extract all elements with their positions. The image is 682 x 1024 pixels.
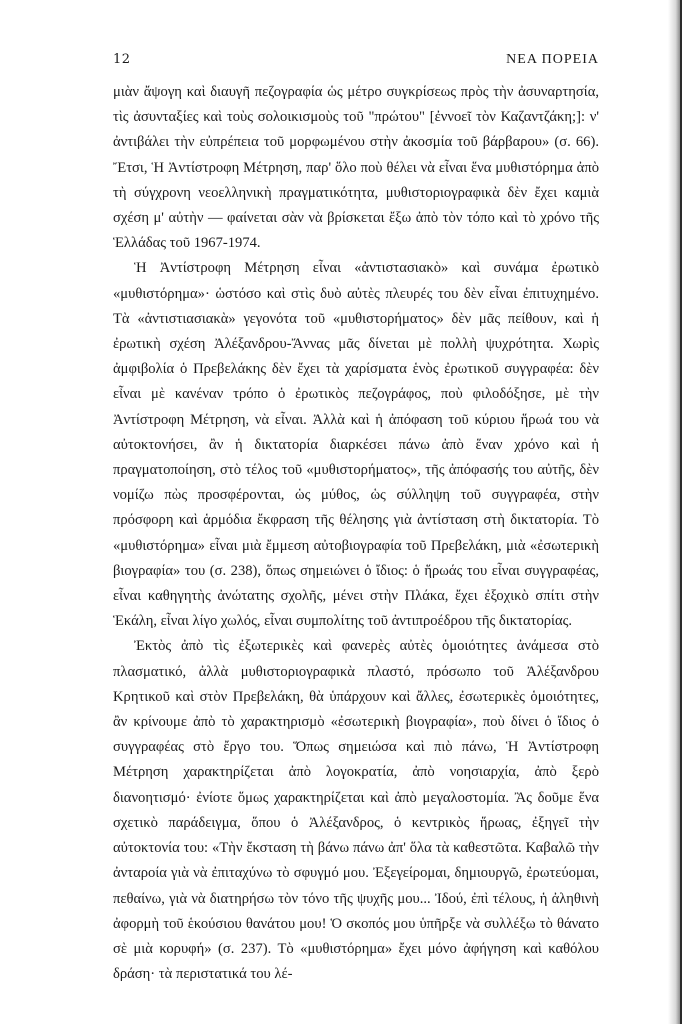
page-header [113,52,599,80]
paragraph-2: Ἡ Ἀντίστροφη Μέτρηση εἶναι «ἀντιστασιακὸ» καὶ συνάμα ἐρωτικὸ «μυθιστόρημα»· ὡστόσο καὶ στὶς δυὸ αὐτὲς πλευρές του δὲν εἶναι ἐπιτυχημένο. Τὰ «ἀντιστιασιακὰ» γεγονότα τοῦ «μυθιστορήματος» δὲν μᾶς πείθουν, καὶ ἡ ἐρωτικὴ σχέση Ἀλέξανδρου-Ἄννας μᾶς δίνεται μὲ πολλὴ ψυχρότητα. Χωρὶς ἀμφιβολία ὁ Πρεβελάκης δὲν ἔχει τὰ χαρίσματα ἑνὸς ἐρωτικοῦ συγγραφέα: δὲν εἶναι μὲ κανέναν τρόπο ὁ ἐρωτικὸς πεζογράφος, ποὺ φιλοδόξησε, μὲ τὴν Ἀντίστροφη Μέτρηση, νὰ εἶναι. Ἀλλὰ καὶ ἡ ἀπόφαση τοῦ κύριου ἥρωά του νὰ αὐτοκτονήσει, ἂν ἡ δικτατορία διαρκέσει πάνω ἀπὸ ἕναν χρόνο καὶ ἡ πραγματοποίηση, στὸ τέλος τοῦ «μυθιστορήματος», τῆς ἀπόφασής του αὐτῆς, δὲν νομίζω πὼς προσφέρονται, ὡς μύθος, ὡς σύλληψη τοῦ συγγραφέα, στὴν πρόσφορη καὶ ἁρμόδια ἔκφραση τῆς θέλησης γιὰ ἀντίσταση στὴ δικτατορία. Τὸ «μυθιστόρημα» εἶναι μιὰ ἔμμεση αὐτοβιογραφία τοῦ Πρεβελάκη, μιὰ «ἐσωτερικὴ βιογραφία» του (σ. 238), ὅπως σημειώνει ὁ ἴδιος: ὁ ἥρωάς του εἶναι συγγραφέας, εἶναι καθηγητὴς ἀνώτατης σχολῆς, μένει στὴν Πλάκα, ἔχει ἐξοχικὸ σπίτι στὴν Ἑκάλη, εἶναι λίγο χωλός, εἶναι συμπολίτης τοῦ ἀντιπροέδρου τῆς δικτατορίας. [113,260,599,630]
running-title: ΝΕΑ ΠΟΡΕΙΑ [506,52,599,67]
paragraph-3: Ἐκτὸς ἀπὸ τὶς ἐξωτερικὲς καὶ φανερὲς αὐτὲς ὁμοιότητες ἀνάμεσα στὸ πλασματικό, ἀλλὰ μυθιστοριογραφικὰ πλαστό, πρόσωπο τοῦ Ἀλέξανδρου Κρητικοῦ καὶ στὸν Πρεβελάκη, θὰ ὑπάρχουν καὶ ἄλλες, ἐσωτερικὲς ὁμοιότητες, ἂν κρίνουμε ἀπὸ τὸ χαρακτηρισμὸ «ἐσωτερικὴ βιογραφία», ποὺ δίνει ὁ ἴδιος ὁ συγγραφέας στὸ ἔργο του. Ὅπως σημειώσα καὶ πιὸ πάνω, Ἡ Ἀντίστροφη Μέτρηση χαρακτηρίζεται ἀπὸ λογοκρατία, ἀπὸ νοησιαρχία, ἀπὸ ξερὸ διανοητισμό· ἐνίοτε ὅμως χαρακτηρίζεται καὶ ἀπὸ μεγαλοστομία. Ἂς δοῦμε ἕνα σχετικὸ παράδειγμα, ὅπου ὁ Ἀλέξανδρος, ὁ κεντρικὸς ἥρωας, ἐξηγεῖ τὴν αὐτοκτονία του: «Τὴν ἔκσταση τὴ βάνω πάνω ἀπ' ὅλα τὰ καθεστῶτα. Καβαλῶ τὴν ἀνταροία γιὰ νὰ ἐπιταχύνω τὸ σφυγμό μου. Ἐξεγείρομαι, δημιουργῶ, ἐρωτεύομαι, πεθαίνω, γιὰ νὰ διατηρήσω τὸν τόνο τῆς ψυχῆς μου... Ἰδού, ἐπὶ τέλους, ἡ ἀληθινὴ ἀφορμὴ τοῦ ἑκούσιου θανάτου μου! Ὁ σκοπός μου ὑπῆρξε νὰ συλλέξω τὸ θάνατο σὲ μιὰ κορυφή» (σ. 237). Τὸ «μυθιστόρημα» ἔχει μόνο ἀφήγηση καὶ καθόλου δράση· τὰ περιστατικά του λέ- [113,638,599,983]
page-number: 12 [113,52,131,67]
body-text [113,80,599,987]
paragraph-1: μιὰν ἄψογη καὶ διαυγῆ πεζογραφία ὡς μέτρο συγκρίσεως πρὸς τὴν ἀσυναρτησία, τὶς ἀσυνταξίες καὶ τοὺς σολοικισμοὺς τοῦ "πρώτου" [ἐννοεῖ τὸν Καζαντζάκη;]: ν' ἀντιβάλει τὴν εὐπρέπεια τοῦ μορφωμένου στὴν ἀκοσμία τοῦ βάρβαρου» (σ. 66). Ἔτσι, Ἡ Ἀντίστροφη Μέτρηση, παρ' ὅλο ποὺ θέλει νὰ εἶναι ἕνα μυθιστόρημα ἀπὸ τὴ σύγχρονη νεοελληνικὴ πραγματικότητα, μυθιστοριογραφικὰ δὲν ἔχει καμιὰ σχέση μ' αὐτὴν — φαίνεται σὰν νὰ βρίσκεται ἔξω ἀπὸ τὸν τόπο καὶ τὸ χρόνο τῆς Ἑλλάδας τοῦ 1967-1974. [113,84,599,252]
book-page [113,52,599,987]
